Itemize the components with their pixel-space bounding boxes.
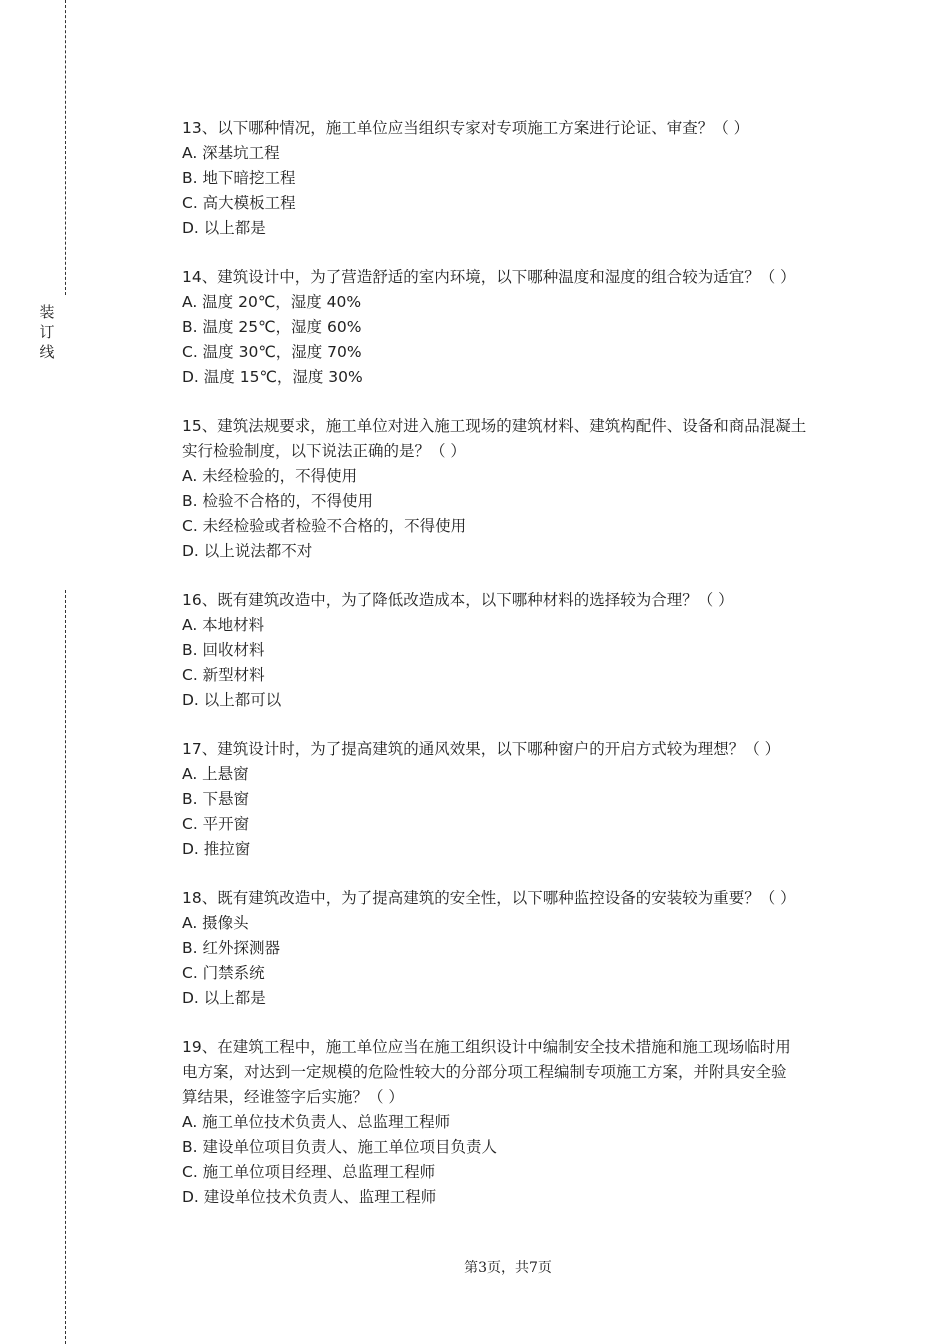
question-15 [182,414,847,564]
answer-option: B. 温度 25℃，湿度 60% [182,318,362,336]
answer-option: C. 温度 30℃，湿度 70% [182,343,362,361]
answer-option: B. 红外探测器 [182,939,280,957]
binding-line-bottom [65,590,66,1344]
answer-option: D. 以上都是 [182,989,266,1007]
answer-option: A. 上悬窗 [182,765,249,783]
question-text: 19、在建筑工程中，施工单位应当在施工组织设计中编制安全技术措施和施工现场临时用 [182,1038,791,1056]
question-text: 17、建筑设计时，为了提高建筑的通风效果，以下哪种窗户的开启方式较为理想？（ ） [182,740,781,758]
question-19 [182,1035,847,1210]
answer-option: D. 推拉窗 [182,840,251,858]
question-text: 18、既有建筑改造中，为了提高建筑的安全性，以下哪种监控设备的安装较为重要？（ ） [182,889,796,907]
question-list [182,116,847,1234]
question-18 [182,886,847,1011]
answer-option: B. 建设单位项目负责人、施工单位项目负责人 [182,1138,497,1156]
answer-option: C. 新型材料 [182,666,265,684]
answer-option: A. 本地材料 [182,616,265,634]
answer-option: B. 回收材料 [182,641,265,659]
question-14 [182,265,847,390]
answer-option: C. 施工单位项目经理、总监理工程师 [182,1163,436,1181]
answer-option: D. 以上说法都不对 [182,542,313,560]
answer-option: A. 温度 20℃，湿度 40% [182,293,362,311]
question-text: 16、既有建筑改造中，为了降低改造成本，以下哪种材料的选择较为合理？（ ） [182,591,734,609]
answer-option: A. 深基坑工程 [182,144,280,162]
answer-option: A. 摄像头 [182,914,249,932]
answer-option: C. 高大模板工程 [182,194,296,212]
answer-option: D. 温度 15℃，湿度 30% [182,368,363,386]
answer-option: D. 以上都可以 [182,691,282,709]
question-text: 电方案，对达到一定规模的危险性较大的分部分项工程编制专项施工方案，并附具安全验 [182,1063,787,1081]
question-text: 14、建筑设计中，为了营造舒适的室内环境，以下哪种温度和湿度的组合较为适宜？（ ） [182,268,796,286]
answer-option: B. 检验不合格的，不得使用 [182,492,373,510]
answer-option: B. 地下暗挖工程 [182,169,296,187]
answer-option: A. 施工单位技术负责人、总监理工程师 [182,1113,451,1131]
answer-option: D. 建设单位技术负责人、监理工程师 [182,1188,437,1206]
question-text: 15、建筑法规要求，施工单位对进入施工现场的建筑材料、建筑构配件、设备和商品混凝土 [182,417,807,435]
binding-line-top [65,0,66,295]
question-17 [182,737,847,862]
answer-option: D. 以上都是 [182,219,266,237]
answer-option: C. 平开窗 [182,815,250,833]
question-text: 算结果，经谁签字后实施？（ ） [182,1088,404,1106]
answer-option: C. 未经检验或者检验不合格的，不得使用 [182,517,467,535]
answer-option: A. 未经检验的，不得使用 [182,467,358,485]
question-text: 实行检验制度，以下说法正确的是？（ ） [182,442,466,460]
answer-option: C. 门禁系统 [182,964,265,982]
page-footer: 第3页，共7页 [464,1260,552,1276]
question-text: 13、以下哪种情况，施工单位应当组织专家对专项施工方案进行论证、审查？（ ） [182,119,750,137]
question-13 [182,116,847,241]
binding-label: 装订线 [39,303,55,361]
question-16 [182,588,847,713]
answer-option: B. 下悬窗 [182,790,249,808]
